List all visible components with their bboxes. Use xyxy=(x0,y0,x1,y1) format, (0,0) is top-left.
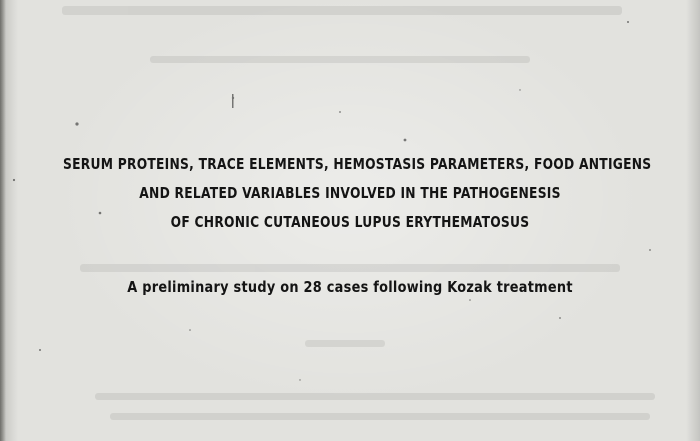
title-line-1: SERUM PROTEINS, TRACE ELEMENTS, HEMOSTASIS PARAMETERS, FOOD ANTIGENS xyxy=(63,155,652,173)
title-line-2: AND RELATED VARIABLES INVOLVED IN THE PATHOGENESIS xyxy=(139,184,561,202)
title-line-3: OF CHRONIC CUTANEOUS LUPUS ERYTHEMATOSUS xyxy=(170,213,530,231)
article-subtitle: A preliminary study on 28 cases following Kozak treatment xyxy=(127,278,573,296)
article-title xyxy=(0,150,700,237)
